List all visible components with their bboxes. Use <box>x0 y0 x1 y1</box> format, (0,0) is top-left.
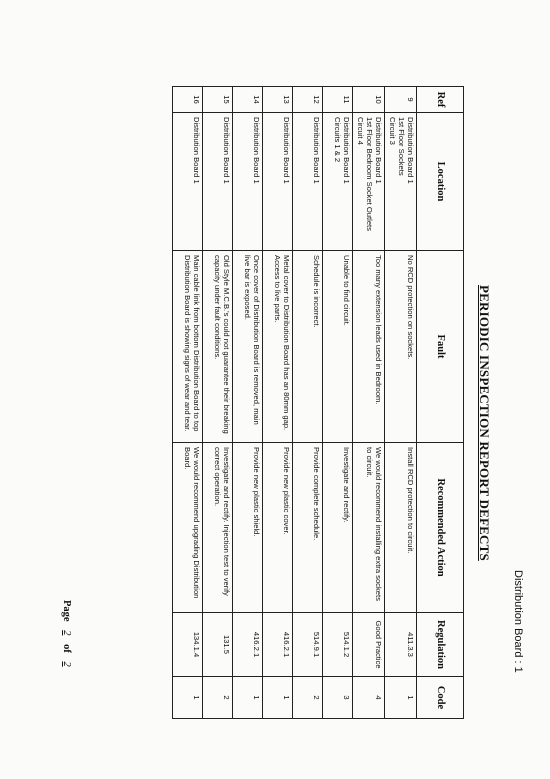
cell-recommended-action: Provide new plastic shield. <box>233 443 263 613</box>
defects-table <box>172 86 464 719</box>
table-row <box>293 87 323 719</box>
page-of: of <box>61 644 72 653</box>
cell-recommended-action: We would recommend installing extra sockets to circuit. <box>353 443 385 613</box>
cell-regulation: 416.2.1 <box>233 613 263 677</box>
cell-recommended-action: We would recommend upgrading Distribution Board. <box>173 443 203 613</box>
table-row <box>353 87 385 719</box>
table-row <box>173 87 203 719</box>
cell-location: Distribution Board 1 Circuits 1 & 2 <box>323 113 353 251</box>
cell-code: 2 <box>293 677 323 719</box>
cell-fault: Too many extension leads used in Bedroom. <box>353 251 385 443</box>
cell-fault: No RCD protection on sockets. <box>385 251 417 443</box>
cell-location: Distribution Board 1 1st Floor Bedroom Socket Outlets Circuit 4 <box>353 113 385 251</box>
cell-code: 1 <box>263 677 293 719</box>
cell-ref: 14 <box>233 87 263 113</box>
table-row <box>385 87 417 719</box>
cell-code: 3 <box>323 677 353 719</box>
cell-recommended-action: Provide new plastic cover. <box>263 443 293 613</box>
cell-ref: 9 <box>385 87 417 113</box>
table-row <box>323 87 353 719</box>
cell-ref: 11 <box>323 87 353 113</box>
cell-recommended-action: Investigate and rectify. <box>323 443 353 613</box>
col-fault: Fault <box>417 251 464 443</box>
cell-location: Distribution Board 1 <box>233 113 263 251</box>
cell-location: Distribution Board 1 <box>173 113 203 251</box>
cell-ref: 13 <box>263 87 293 113</box>
report-title: PERIODIC INSPECTION REPORT DEFECTS <box>477 285 492 561</box>
cell-fault: Schedule is incorrect. <box>293 251 323 443</box>
cell-code: 1 <box>233 677 263 719</box>
cell-ref: 15 <box>203 87 233 113</box>
cell-location: Distribution Board 1 <box>203 113 233 251</box>
cell-code: 2 <box>203 677 233 719</box>
cell-location: Distribution Board 1 <box>293 113 323 251</box>
page-current: 2 <box>61 630 72 636</box>
cell-regulation: 416.2.1 <box>263 613 293 677</box>
col-location: Location <box>417 113 464 251</box>
cell-location: Distribution Board 1 1st Floor Sockets Circuit 3 <box>385 113 417 251</box>
cell-fault: Old Style M.C.B.'s could not guarantee their breaking capacity under fault conditions. <box>203 251 233 443</box>
cell-fault: Once cover of Distribution Board is removed, main live bar is exposed. <box>233 251 263 443</box>
cell-regulation: 514.1.2 <box>323 613 353 677</box>
cell-regulation: 514.9.1 <box>293 613 323 677</box>
table-row <box>263 87 293 719</box>
cell-code: 1 <box>385 677 417 719</box>
cell-fault: Main cable link from bottom Distribution Board to top Distribution Board is showing signs of wear and tear. <box>173 251 203 443</box>
cell-regulation: 134.1.4 <box>173 613 203 677</box>
cell-ref: 12 <box>293 87 323 113</box>
cell-ref: 16 <box>173 87 203 113</box>
cell-recommended-action: Install RCD protection to circuit. <box>385 443 417 613</box>
col-ref: Ref <box>417 87 464 113</box>
cell-recommended-action: Provide complete schedule. <box>293 443 323 613</box>
cell-code: 1 <box>173 677 203 719</box>
page-number <box>61 600 72 673</box>
table-header-row <box>417 87 464 719</box>
cell-code: 4 <box>353 677 385 719</box>
table-row <box>233 87 263 719</box>
page-label: Page <box>61 600 72 622</box>
cell-fault: Metal cover to Distribution Board has an 80mm gap. Access to live parts. <box>263 251 293 443</box>
cell-ref: 10 <box>353 87 385 113</box>
col-recommended-action: Recommended Action <box>417 443 464 613</box>
cell-fault: Unable to find circuit. <box>323 251 353 443</box>
cell-regulation: 411.3.3 <box>385 613 417 677</box>
table-row <box>203 87 233 719</box>
page-total: 2 <box>61 661 72 667</box>
board-header: Distribution Board : 1 <box>512 570 524 673</box>
cell-regulation: Good Practice <box>353 613 385 677</box>
cell-regulation: 131.5 <box>203 613 233 677</box>
cell-location: Distribution Board 1 <box>263 113 293 251</box>
col-code: Code <box>417 677 464 719</box>
col-regulation: Regulation <box>417 613 464 677</box>
cell-recommended-action: Investigate and rectify. Injection test to verify correct operation. <box>203 443 233 613</box>
